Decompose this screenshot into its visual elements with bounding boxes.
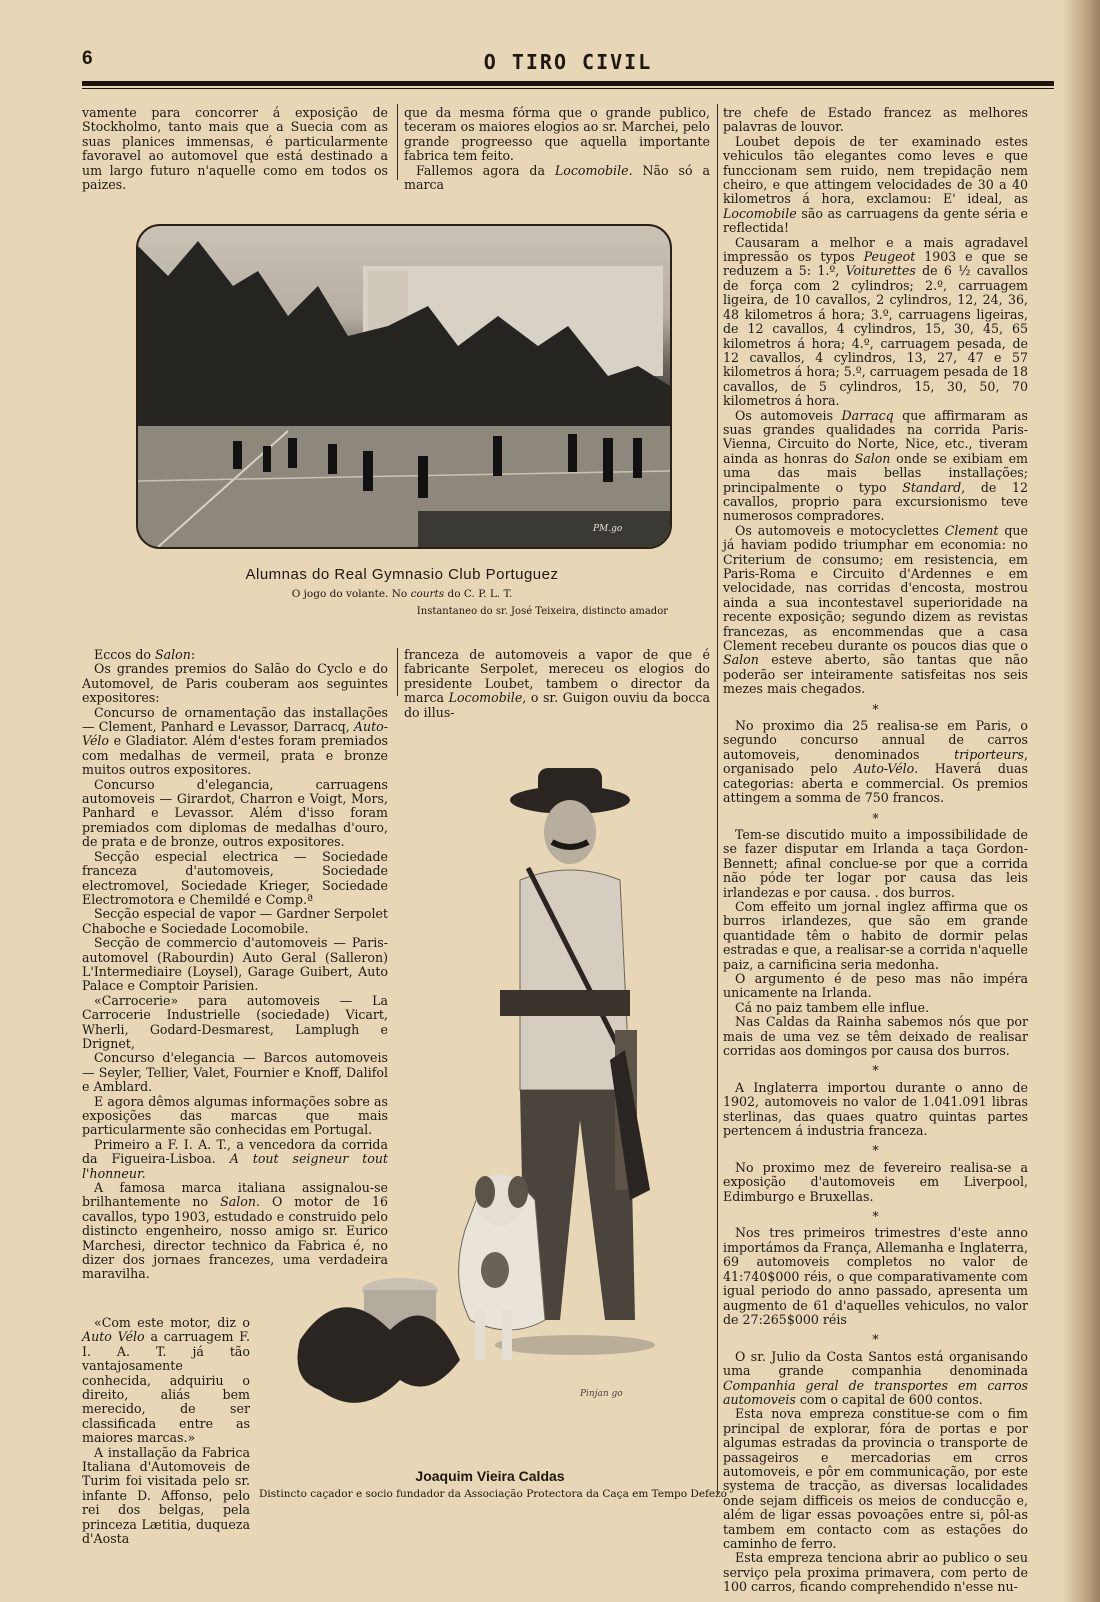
article-text: No proximo dia 25 realisa-se em Paris, o segundo concurso annual de carros automoveis, denominados triporteurs, organisado pelo Auto-Vélo. Haverá duas categorias: aberta e commercial. Os premios attingem a somma de 750 francos. [723, 718, 1028, 806]
article-text: «Carrocerie» para automoveis — La Carrocerie Industrielle (sociedade) Vicart, Wherli, Godard-Desmarest, Lamplugh e Drignet, [82, 992, 388, 1051]
article-text: Os automoveis e motocyclettes Clement que já haviam podido triumphar em economia: no Criterium de consumo; em resistencia, em Paris-Roma e Circuito d'Ardennes e em velocidade, nas corridas d'encosta, mostrou ainda a sua incontestavel superioridade na recente exposição; segundo dizem as revistas francezas, as encommendas que a casa Clement recebeu durante os poucos dias que o Salon esteve aberto, são tantas que não poderão ser inteiramente satisfeitas nos seis mezes mais chegados. [723, 522, 1028, 697]
section-separator: * [872, 701, 879, 717]
article-text: Nas Caldas da Rainha sabemos nós que por mais de uma vez se têm deixado de realisar corridas aos domingos por causa dos burros. [723, 1014, 1028, 1058]
section-separator: * [872, 1063, 879, 1079]
page-edge-shadow [1062, 0, 1100, 1602]
header-rule-thick [82, 81, 1054, 86]
left-column-narrow [82, 1316, 250, 1547]
photo-tennis-court [136, 224, 672, 549]
article-text: No proximo mez de fevereiro realisa-se a exposição d'automoveis em Liverpool, Edimburgo e Bruxellas. [723, 1159, 1028, 1204]
article-text: Concurso d'elegancia, carruagens automoveis — Girardot, Charron e Voigt, Mors, Panhard e Levassor. Além d'isso foram premiados com diplomas de medalhas d'ouro, de prata e de bronze, outros expositores. [82, 776, 388, 850]
article-text: A Inglaterra importou durante o anno de 1902, automoveis no valor de 1.041.091 libras sterlinas, das quaes quatro quintas partes pertencem á industria franceza. [723, 1079, 1028, 1139]
article-text: Esta nova empreza constitue-se com o fim principal de explorar, fóra de portas e por algumas estradas da provincia o transporte de passageiros e mercadorias em crros automoveis, e pôr em communicação, por este systema de tracção, as diversas localidades onde sejam difficeis os meios de conducção e, além de ligar essas povoações entre si, pôl-as tambem em contacto com as estações do caminho de ferro. [723, 1406, 1028, 1551]
photo-signature: PM.go [593, 524, 623, 534]
article-text: Os grandes premios do Salão do Cyclo e do Automovel, de Paris couberam aos seguintes expositores: [82, 661, 388, 706]
photo-tennis-court-image [138, 226, 670, 547]
article-text: Secção de commercio d'automoveis — Paris-automovel (Rabourdin) Auto Geral (Salleron) L'Intermediaire (Loysel), Garage Guibert, Auto Palace e Comptoir Parisien. [82, 935, 388, 994]
section-separator: * [872, 810, 879, 826]
portrait-caption-name: Joaquim Vieira Caldas [415, 1468, 565, 1484]
article-text: Nos tres primeiros trimestres d'este anno importámos da França, Allemanha e Inglaterra, 69 automoveis completos no valor de 41:740$000 réis, o que comparativamente com igual periodo do anno passado, apresenta um augmento de 61 d'aquelles vehiculos, no valor de 27:265$000 réis [723, 1225, 1028, 1327]
page-number: 6 [82, 48, 93, 69]
article-text: E agora dêmos algumas informações sobre as exposições das marcas que mais particularmente são conhecidas em Portugal. [82, 1093, 388, 1138]
article-text: tre chefe de Estado francez as melhores palavras de louvor. [723, 105, 1028, 135]
portrait-hunter-image [280, 760, 720, 1468]
article-text: Fallemos agora da Locomobile. Não só a marca [404, 162, 710, 193]
article-text: Concurso d'elegancia — Barcos automoveis — Seyler, Tellier, Valet, Fournier e Knoff, Dalifol e Amblard. [82, 1050, 388, 1095]
masthead-title: O TIRO CIVIL [483, 50, 653, 74]
top-column-1 [82, 106, 388, 192]
column-divider [397, 648, 398, 696]
article-text: A installação da Fabrica Italiana d'Automoveis de Turim foi visitada pelo sr. infante D. Affonso, pelo rei dos belgas, pela princeza Lætitia, duqueza d'Aosta [82, 1444, 250, 1547]
article-text: Os automoveis Darracq que affirmaram as suas grandes qualidades na corrida Paris-Vienna, Circuito do Norte, Nice, etc., tiveram ainda as honras do Salon onde se exibiam em uma das mais bellas installações; principalmente o typo Standard, de 12 cavallos, proprio para excursionismo teve numerosos compradores. [723, 407, 1029, 524]
article-text: O sr. Julio da Costa Santos está organisando uma grande companhia denominada Companhia geral de transportes em carros automoveis com o capital de 600 contos. [723, 1348, 1028, 1407]
article-text: Eccos do Salon: [94, 647, 196, 662]
article-text: franceza de automoveis a vapor de que é fabricante Serpolet, mereceu os elogios do presidente Loubet, tambem o director da marca Locomobile, o sr. Guigon ouviu da bocca do illus- [404, 647, 710, 720]
top-column-2 [404, 106, 710, 192]
portrait-signature: Pinjan go [580, 1389, 623, 1399]
article-text: Esta empreza tenciona abrir ao publico o seu serviço pela proxima primavera, com perto de 100 carros, ficando comprehendido n'esse nu- [723, 1550, 1028, 1595]
article-text: Secção especial electrica — Sociedade franceza d'automoveis, Sociedade electromovel, Sociedade Krieger, Sociedade Electromotora e Chemildé e Comp.ª [82, 848, 388, 907]
article-text: Secção especial de vapor — Gardner Serpolet Chaboche e Sociedade Locomobile. [82, 906, 388, 936]
article-text: «Com este motor, diz o Auto Vélo a carruagem F. I. A. T. já tão vantajosamente conhecida, adquiriu o direito, aliás bem merecido, de ser classificada entre as maiores marcas.» [82, 1315, 250, 1446]
section-separator: * [872, 1209, 879, 1225]
photo-caption-subtitle: O jogo do volante. No courts do C. P. L. T. [291, 588, 513, 600]
article-text: Causaram a melhor e a mais agradavel impressão os typos Peugeot 1903 e que se reduzem a 5: 1.º, Voiturettes de 6 ½ cavallos de força com 2 cylindros; 2.º, carruagem ligeira, de 10 cavallos, 2 cylindros, 12, 24, 36, 48 kilometros á hora; 3.º, carruagens ligeiras, de 12 cavallos, 4 cylindros, 15, 30, 45, 65 kilometros á hora; 4.º, carruagem pesada, de 12 cavallos, 4 cylindros, 13, 27, 47 e 57 kilometros á hora; 5.º, carruagem pesada de 18 cavallos, de 5 cylindros, 15, 30, 50, 70 kilometros á hora. [723, 234, 1029, 409]
article-text: Primeiro a F. I. A. T., a vencedora da corrida da Figueira-Lisboa. A tout seigneur tout l'honneur. [82, 1136, 388, 1181]
portrait-hunter-with-dog [280, 760, 720, 1468]
article-text: A famosa marca italiana assignalou-se brilhantemente no Salon. O motor de 16 cavallos, typo 1903, estudado e construido pelo distincto engenheiro, nosso amigo sr. Eurico Marchesi, director technico da Fabrica é, no dizer dos jornaes francezes, uma verdadeira maravilha. [82, 1180, 388, 1282]
portrait-caption-description: Distincto caçador e socio fundador da Associação Protectora da Caça em Tempo Defezo [259, 1488, 727, 1500]
article-text: que da mesma fórma que o grande publico, teceram os maiores elogios ao sr. Marchei, pelo grande progreesso que aquella importante fabrica tem feito. [404, 105, 710, 164]
article-text: Concurso de ornamentação das installações — Clement, Panhard e Levassor, Darracq, Auto-Vélo e Gladiator. Além d'estes foram premiados com medalhas de vermeil, prata e bronze muitos outros expositores. [82, 704, 388, 778]
right-column [723, 106, 1028, 1595]
section-separator: * [872, 1332, 879, 1348]
photo-caption-credit: Instantaneo do sr. José Teixeira, distincto amador [416, 606, 668, 617]
page-header [82, 48, 1054, 78]
article-text: vamente para concorrer á exposição de Stockholmo, tanto mais que a Suecia com as suas planices immensas, é particularmente favoravel ao automovel que está destinado a um largo futuro n'aquelle como em todos os paizes. [82, 105, 388, 193]
article-text: Loubet depois de ter examinado estes vehiculos tão elegantes como leves e que funccionam sem ruido, nem trepidação nem cheiro, e que attingem velocidades de 30 a 40 kilometros á hora, exclamou: E' ideal, as Locomobile são as carruagens da gente séria e reflectida! [723, 133, 1028, 236]
photo-caption-title: Alumnas do Real Gymnasio Club Portuguez [245, 566, 559, 583]
column-divider [397, 104, 398, 180]
middle-column [404, 648, 710, 720]
article-text: Com effeito um jornal inglez affirma que os burros irlandezes, que são em grande quantidade têm o habito de dormir pelas estradas e que, a realisar-se a corrida n'aquelle paiz, a carnificina seria medonha. [723, 898, 1028, 972]
article-text: Tem-se discutido muito a impossibilidade de se fazer disputar em Irlanda a taça Gordon-Bennett; afinal conclue-se por que a corrida não póde ter logar por causa das leis irlandezas e por causa. . dos burros. [723, 826, 1028, 900]
article-text: Cá no paiz tambem elle influe. [735, 999, 930, 1015]
article-text: O argumento é de peso mas não impéra unicamente na Irlanda. [723, 970, 1028, 1001]
section-separator: * [872, 1143, 879, 1159]
header-rule-thin [82, 88, 1054, 89]
